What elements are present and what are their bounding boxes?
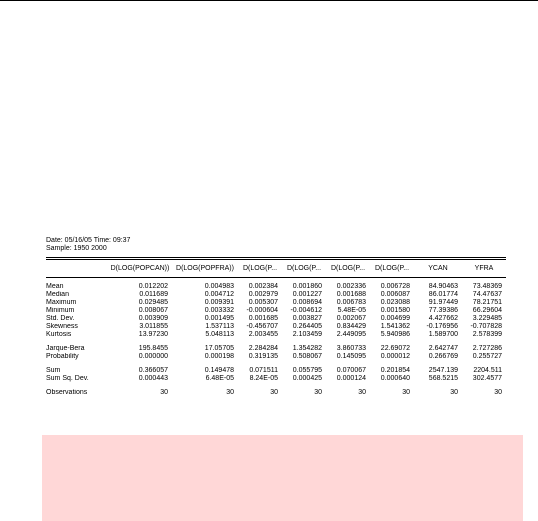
stat-cell: 0.003909 [138,315,168,322]
stat-cell: 0.070067 [336,367,366,374]
stat-cell: 0.012202 [138,283,168,290]
stat-cell: 0.000124 [336,375,366,382]
stat-cell: 30 [270,389,278,396]
stat-cell: 1.537113 [205,323,234,330]
stat-cell: -0.004612 [290,307,322,314]
stat-cell: -0.176956 [426,323,458,330]
stat-cell: 0.001685 [248,315,278,322]
stat-cell: 30 [160,389,168,396]
stat-cell: 0.149478 [204,367,234,374]
column-header[interactable]: D(LOG(P... [374,265,410,272]
row-label: Mean [46,283,64,290]
stat-cell: 0.004699 [380,315,410,322]
stat-cell: 0.201854 [380,367,410,374]
highlight-area [42,435,523,521]
column-header[interactable]: D(LOG(P... [286,265,322,272]
stat-cell: 78.21751 [472,299,502,306]
corner-cell [46,262,108,276]
row-label: Observations [46,389,88,396]
column-header[interactable]: D(LOG(P... [330,265,366,272]
stat-cell: 5.940986 [380,331,410,338]
stat-cell: 0.266769 [428,353,458,360]
stat-cell: 66.29604 [472,307,502,314]
stat-cell: 84.90463 [428,283,458,290]
stat-cell: 0.000443 [138,375,168,382]
stat-cell: 1.541362 [380,323,410,330]
stat-cell: 86.01774 [428,291,458,298]
stat-cell: 0.004983 [204,283,234,290]
stat-cell: 568.5215 [428,375,458,382]
stat-cell: 2.578399 [472,331,502,338]
table-row [46,375,506,383]
stat-cell: 91.97449 [428,299,458,306]
stat-cell: 22.69072 [380,345,410,352]
stat-cell: 0.000640 [380,375,410,382]
stat-cell: 0.001495 [204,315,234,322]
stat-cell: 0.008694 [292,299,322,306]
stat-cell: 0.003827 [292,315,322,322]
stat-cell: 0.011689 [139,291,168,298]
column-header-row [46,262,506,276]
column-header[interactable]: D(LOG(P... [242,265,278,272]
row-label: Std. Dev. [46,315,75,322]
stat-cell: 0.000012 [380,353,410,360]
stat-cell: 3.229485 [472,315,502,322]
column-header[interactable]: D(LOG(POPCAN)) [110,265,170,272]
table-row [46,367,506,375]
table-top-rule [46,257,506,258]
date-time-line: Date: 05/16/05 Time: 09:37 [46,237,131,244]
stat-cell: 0.000198 [204,353,234,360]
table-row [46,323,506,331]
stat-cell: 2.003455 [248,331,278,338]
stat-cell: 1.354282 [292,345,322,352]
stat-cell: 30 [450,389,458,396]
stat-cell: 0.255727 [472,353,502,360]
stat-cell: 0.001580 [380,307,410,314]
row-label: Jarque-Bera [46,345,85,352]
stat-cell: 0.002336 [336,283,366,290]
statistics-body [46,276,506,397]
stat-cell: 0.000425 [292,375,322,382]
stat-cell: 0.834429 [336,323,366,330]
stat-cell: 30 [358,389,366,396]
table-row [46,307,506,315]
spacer-row [46,276,506,283]
stat-cell: 0.008067 [138,307,168,314]
stat-cell: 3.011855 [139,323,168,330]
stat-cell: 0.071511 [249,367,278,374]
stat-cell: 2.284284 [248,345,278,352]
stat-cell: 77.39386 [428,307,458,314]
stat-cell: 0.002384 [248,283,278,290]
stat-cell: 2.449095 [336,331,366,338]
stat-cell: 0.006783 [336,299,366,306]
stat-cell: 0.319135 [248,353,278,360]
stat-cell: 0.001227 [292,291,322,298]
stat-cell: 0.006087 [380,291,410,298]
table-row [46,331,506,339]
stat-cell: 30 [314,389,322,396]
stat-cell: 0.000000 [138,353,168,360]
stat-cell: 0.145095 [336,353,366,360]
stat-cell: 2.642747 [428,345,458,352]
stat-cell: 73.48369 [472,283,502,290]
stat-cell: 302.4577 [472,375,502,382]
row-label: Sum Sq. Dev. [46,375,89,382]
row-label: Kurtosis [46,331,72,338]
stat-cell: 2.727286 [472,345,502,352]
stat-cell: 0.005307 [248,299,278,306]
column-header[interactable]: YFRA [474,265,494,272]
stat-cell: 2204.511 [473,367,502,374]
stat-cell: 0.004712 [204,291,234,298]
window-top-border [0,0,538,1]
stat-cell: 0.029485 [138,299,168,306]
stat-cell: 0.023088 [380,299,410,306]
column-header[interactable]: YCAN [428,265,448,272]
table-row [46,389,506,397]
stat-cell: 0.002067 [336,315,366,322]
stat-cell: 0.003332 [204,307,234,314]
stat-cell: 2.103459 [292,331,322,338]
stat-cell: 0.002979 [248,291,278,298]
table-row [46,283,506,291]
stat-cell: 30 [494,389,502,396]
stat-cell: 5.48E-05 [337,307,366,314]
stat-cell: 0.264405 [292,323,322,330]
stat-cell: 5.048113 [205,331,234,338]
stat-cell: -0.456707 [246,323,278,330]
stat-cell: 30 [226,389,234,396]
stat-cell: 30 [402,389,410,396]
descriptive-statistics-table [46,262,506,397]
stat-cell: 0.055795 [292,367,322,374]
row-label: Minimum [46,307,75,314]
row-label: Sum [46,367,61,374]
stat-cell: 8.24E-05 [249,375,278,382]
sample-line: Sample: 1950 2000 [46,245,107,252]
table-top-rule-double [46,259,506,260]
row-label: Median [46,291,69,298]
table-row [46,291,506,299]
stat-cell: 0.006728 [380,283,410,290]
stat-cell: -0.000604 [246,307,278,314]
stat-cell: 3.860733 [336,345,366,352]
row-label: Maximum [46,299,77,306]
table-row [46,345,506,353]
stat-cell: -0.707828 [470,323,502,330]
stat-cell: 74.47637 [472,291,502,298]
stat-cell: 2547.139 [428,367,458,374]
stat-cell: 13.97230 [138,331,168,338]
stat-cell: 195.8455 [138,345,168,352]
row-label: Skewness [46,323,78,330]
column-header[interactable]: D(LOG(POPFRA)) [176,265,234,272]
stat-cell: 0.366057 [138,367,168,374]
stat-cell: 0.001688 [336,291,366,298]
stat-cell: 17.05705 [204,345,234,352]
table-row [46,353,506,361]
stat-cell: 4.427662 [428,315,458,322]
stat-cell: 1.589700 [428,331,458,338]
stat-cell: 0.009391 [204,299,234,306]
row-label: Probability [46,353,79,360]
stat-cell: 0.001860 [292,283,322,290]
table-row [46,315,506,323]
table-row [46,299,506,307]
stat-cell: 6.48E-05 [205,375,234,382]
stat-cell: 0.508067 [292,353,322,360]
